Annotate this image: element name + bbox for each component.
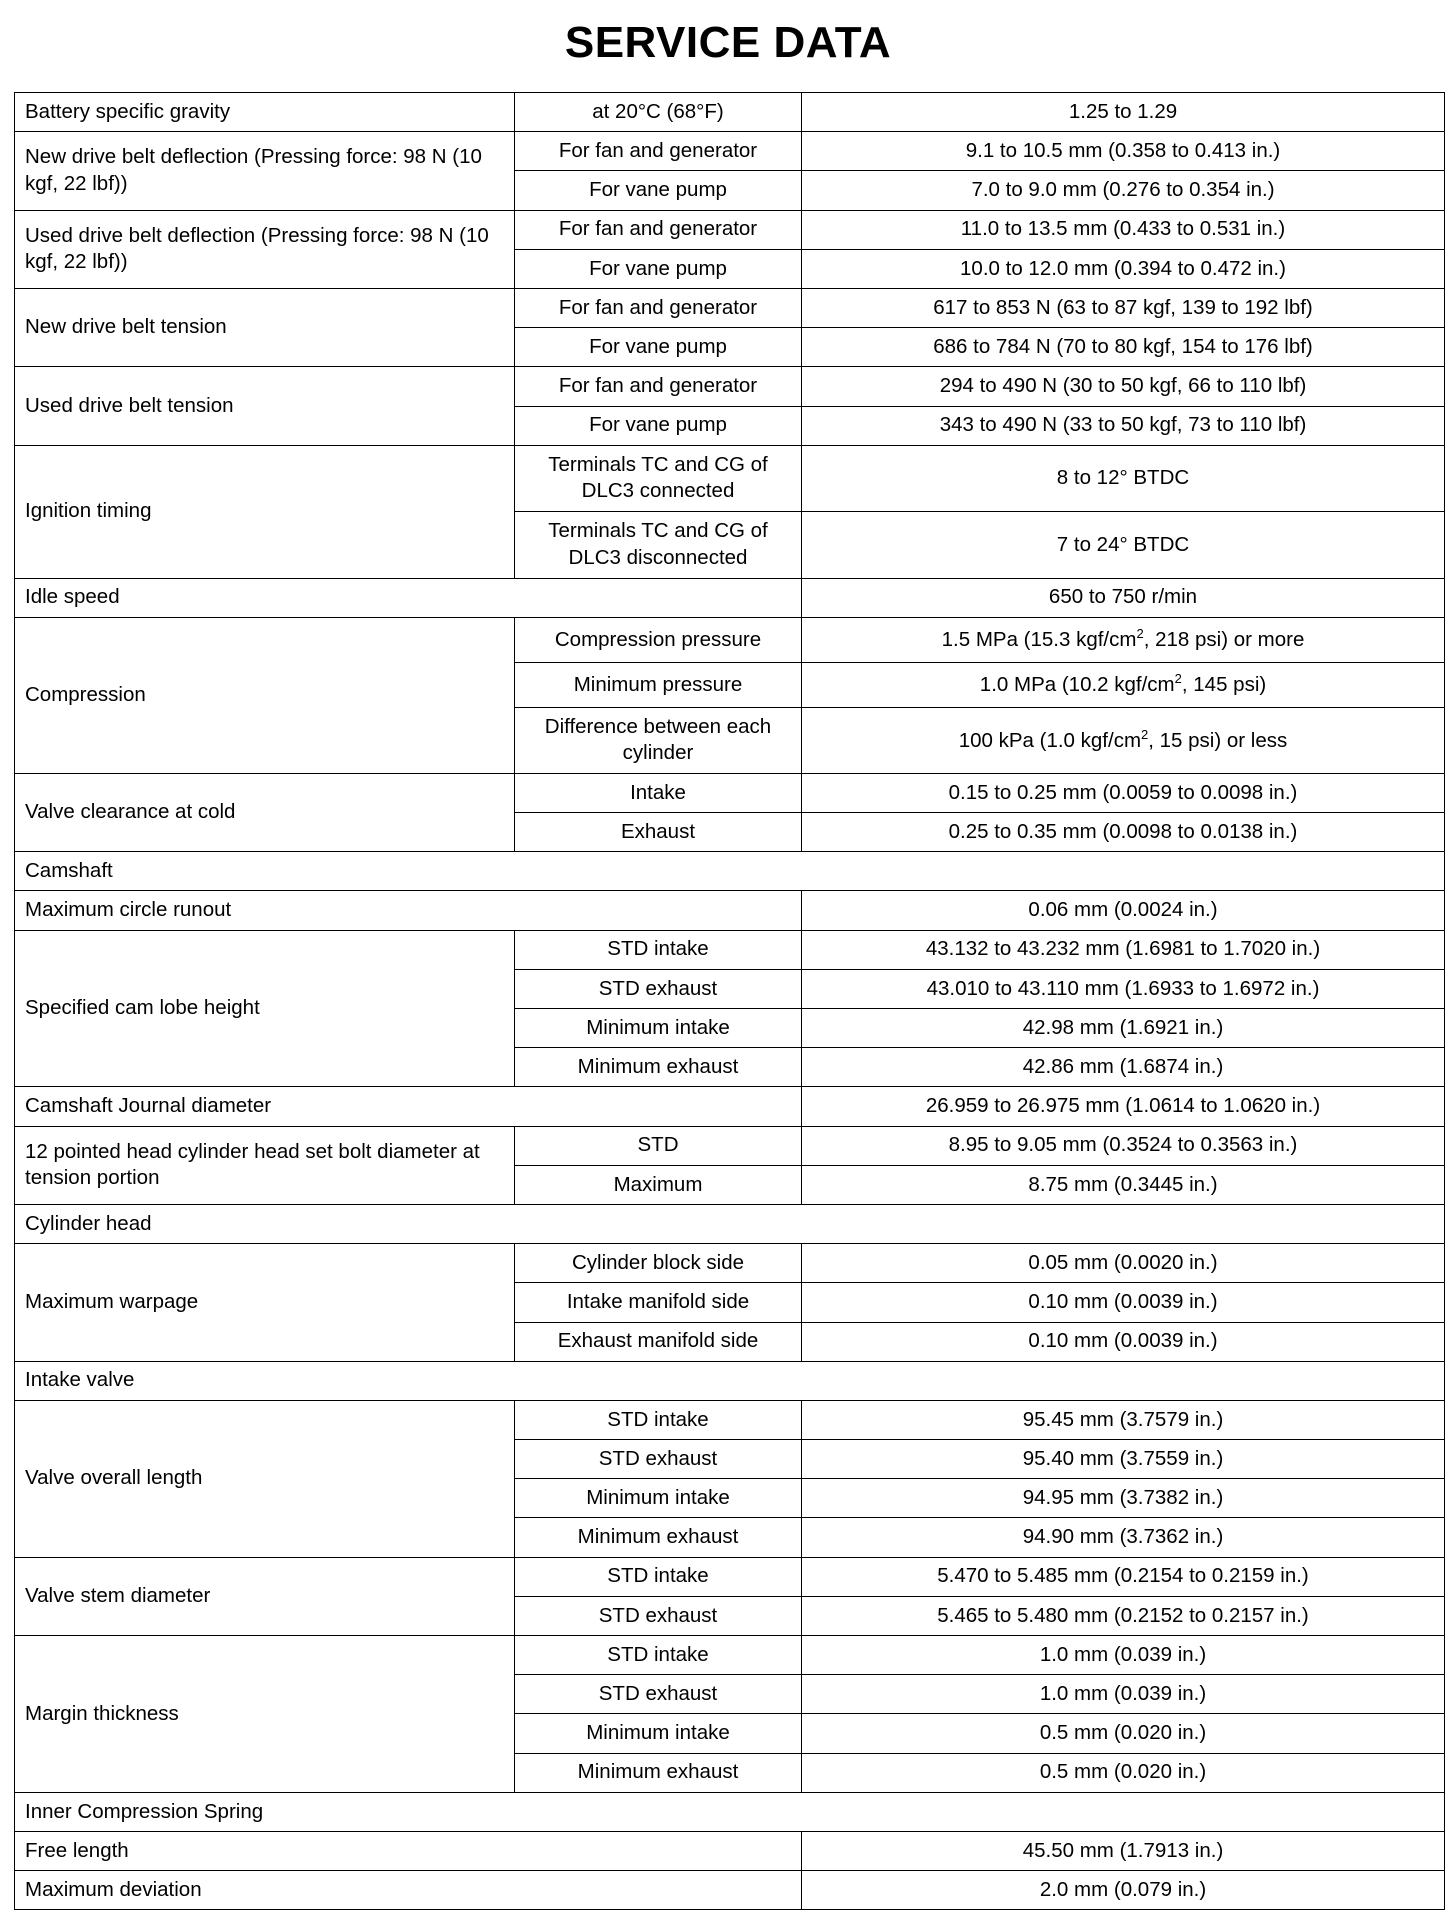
table-row — [15, 578, 1445, 617]
condition-cell: Minimum pressure — [515, 662, 802, 707]
condition-cell: STD exhaust — [515, 1440, 802, 1479]
value-cell: 43.132 to 43.232 mm (1.6981 to 1.7020 in.) — [802, 930, 1445, 969]
value-cell: 8.75 mm (0.3445 in.) — [802, 1165, 1445, 1204]
condition-cell: For vane pump — [515, 171, 802, 210]
table-row — [15, 288, 1445, 327]
table-row — [15, 1244, 1445, 1283]
value-cell: 1.0 MPa (10.2 kgf/$cm^2$, 145 psi) — [802, 662, 1445, 707]
table-row — [15, 617, 1445, 662]
item-label: Battery specific gravity — [15, 93, 515, 132]
item-label: 12 pointed head cylinder head set bolt diameter at tension portion — [15, 1126, 515, 1204]
condition-cell: Minimum intake — [515, 1714, 802, 1753]
item-label: Maximum deviation — [15, 1871, 802, 1910]
value-cell: 8.95 to 9.05 mm (0.3524 to 0.3563 in.) — [802, 1126, 1445, 1165]
value-cell: 294 to 490 N (30 to 50 kgf, 66 to 110 lbf) — [802, 367, 1445, 406]
condition-cell: Exhaust manifold side — [515, 1322, 802, 1361]
value-cell: 617 to 853 N (63 to 87 kgf, 139 to 192 lbf) — [802, 288, 1445, 327]
value-cell: 0.10 mm (0.0039 in.) — [802, 1283, 1445, 1322]
condition-cell: For vane pump — [515, 328, 802, 367]
page-title: SERVICE DATA — [564, 18, 892, 67]
table-row — [15, 445, 1445, 512]
value-cell: 5.465 to 5.480 mm (0.2152 to 0.2157 in.) — [802, 1596, 1445, 1635]
table-row — [15, 1636, 1445, 1675]
condition-cell: Compression pressure — [515, 617, 802, 662]
item-label: Free length — [15, 1831, 802, 1870]
condition-cell: For vane pump — [515, 249, 802, 288]
service-data-table — [14, 92, 1445, 1910]
condition-cell: Minimum intake — [515, 1009, 802, 1048]
condition-cell: STD exhaust — [515, 1596, 802, 1635]
value-cell: 9.1 to 10.5 mm (0.358 to 0.413 in.) — [802, 132, 1445, 171]
condition-cell: For vane pump — [515, 406, 802, 445]
value-cell: 43.010 to 43.110 mm (1.6933 to 1.6972 in.) — [802, 969, 1445, 1008]
section-row — [15, 1792, 1445, 1831]
condition-cell: Minimum exhaust — [515, 1518, 802, 1557]
value-cell: 42.98 mm (1.6921 in.) — [802, 1009, 1445, 1048]
table-row — [15, 1831, 1445, 1870]
condition-cell: Exhaust — [515, 813, 802, 852]
value-cell: 0.10 mm (0.0039 in.) — [802, 1322, 1445, 1361]
item-label: New drive belt tension — [15, 288, 515, 366]
condition-cell: Intake manifold side — [515, 1283, 802, 1322]
condition-cell: Difference between each cylinder — [515, 707, 802, 773]
value-cell: 100 kPa (1.0 kgf/$cm^2$, 15 psi) or less — [802, 707, 1445, 773]
section-row — [15, 852, 1445, 891]
value-cell: 94.95 mm (3.7382 in.) — [802, 1479, 1445, 1518]
section-heading: Cylinder head — [15, 1204, 1445, 1243]
section-row — [15, 1204, 1445, 1243]
condition-cell: Terminals TC and CG of DLC3 disconnected — [515, 512, 802, 579]
condition-cell: STD intake — [515, 1400, 802, 1439]
value-cell: 343 to 490 N (33 to 50 kgf, 73 to 110 lbf) — [802, 406, 1445, 445]
table-row — [15, 773, 1445, 812]
table-row — [15, 367, 1445, 406]
value-cell: 0.5 mm (0.020 in.) — [802, 1753, 1445, 1792]
table-row — [15, 1871, 1445, 1910]
condition-cell: Cylinder block side — [515, 1244, 802, 1283]
item-label: Maximum circle runout — [15, 891, 802, 930]
table-row — [15, 1126, 1445, 1165]
condition-cell: STD intake — [515, 1636, 802, 1675]
item-label: Specified cam lobe height — [15, 930, 515, 1087]
value-cell: 650 to 750 r/min — [802, 578, 1445, 617]
item-label: Ignition timing — [15, 445, 515, 578]
value-cell: 0.5 mm (0.020 in.) — [802, 1714, 1445, 1753]
condition-cell: STD intake — [515, 1557, 802, 1596]
condition-cell: Minimum exhaust — [515, 1753, 802, 1792]
item-label: Compression — [15, 617, 515, 773]
value-cell: 0.05 mm (0.0020 in.) — [802, 1244, 1445, 1283]
table-row — [15, 891, 1445, 930]
table-row — [15, 1087, 1445, 1126]
condition-cell: Minimum intake — [515, 1479, 802, 1518]
condition-cell: STD intake — [515, 930, 802, 969]
section-heading: Camshaft — [15, 852, 1445, 891]
value-cell: 1.5 MPa (15.3 kgf/$cm^2$, 218 psi) or more — [802, 617, 1445, 662]
value-cell: 10.0 to 12.0 mm (0.394 to 0.472 in.) — [802, 249, 1445, 288]
item-label: Idle speed — [15, 578, 802, 617]
value-cell: 95.45 mm (3.7579 in.) — [802, 1400, 1445, 1439]
value-cell: 1.25 to 1.29 — [802, 93, 1445, 132]
value-cell: 7 to 24° BTDC — [802, 512, 1445, 579]
table-row — [15, 1557, 1445, 1596]
condition-cell: For fan and generator — [515, 367, 802, 406]
value-cell: 0.06 mm (0.0024 in.) — [802, 891, 1445, 930]
condition-cell: Intake — [515, 773, 802, 812]
condition-cell: Minimum exhaust — [515, 1048, 802, 1087]
value-cell: 1.0 mm (0.039 in.) — [802, 1636, 1445, 1675]
value-cell: 42.86 mm (1.6874 in.) — [802, 1048, 1445, 1087]
value-cell: 0.25 to 0.35 mm (0.0098 to 0.0138 in.) — [802, 813, 1445, 852]
condition-cell: Maximum — [515, 1165, 802, 1204]
table-row — [15, 1400, 1445, 1439]
value-cell: 95.40 mm (3.7559 in.) — [802, 1440, 1445, 1479]
condition-cell: For fan and generator — [515, 288, 802, 327]
item-label: Margin thickness — [15, 1636, 515, 1793]
condition-cell: STD exhaust — [515, 969, 802, 1008]
item-label: Camshaft Journal diameter — [15, 1087, 802, 1126]
condition-cell: For fan and generator — [515, 210, 802, 249]
section-heading: Inner Compression Spring — [15, 1792, 1445, 1831]
item-label: Valve clearance at cold — [15, 773, 515, 851]
value-cell: 8 to 12° BTDC — [802, 445, 1445, 512]
item-label: Used drive belt deflection (Pressing force: 98 N (10 kgf, 22 lbf)) — [15, 210, 515, 288]
value-cell: 94.90 mm (3.7362 in.) — [802, 1518, 1445, 1557]
value-cell: 0.15 to 0.25 mm (0.0059 to 0.0098 in.) — [802, 773, 1445, 812]
value-cell: 2.0 mm (0.079 in.) — [802, 1871, 1445, 1910]
condition-cell: Terminals TC and CG of DLC3 connected — [515, 445, 802, 512]
item-label: Valve stem diameter — [15, 1557, 515, 1635]
section-row — [15, 1361, 1445, 1400]
table-row — [15, 930, 1445, 969]
table-row — [15, 93, 1445, 132]
condition-cell: at 20°C (68°F) — [515, 93, 802, 132]
condition-cell: STD exhaust — [515, 1675, 802, 1714]
item-label: Used drive belt tension — [15, 367, 515, 445]
value-cell: 5.470 to 5.485 mm (0.2154 to 0.2159 in.) — [802, 1557, 1445, 1596]
value-cell: 686 to 784 N (70 to 80 kgf, 154 to 176 lbf) — [802, 328, 1445, 367]
table-row — [15, 132, 1445, 171]
value-cell: 1.0 mm (0.039 in.) — [802, 1675, 1445, 1714]
table-row — [15, 210, 1445, 249]
section-heading: Intake valve — [15, 1361, 1445, 1400]
condition-cell: For fan and generator — [515, 132, 802, 171]
item-label: Maximum warpage — [15, 1244, 515, 1362]
item-label: New drive belt deflection (Pressing force: 98 N (10 kgf, 22 lbf)) — [15, 132, 515, 210]
value-cell: 11.0 to 13.5 mm (0.433 to 0.531 in.) — [802, 210, 1445, 249]
item-label: Valve overall length — [15, 1400, 515, 1557]
value-cell: 45.50 mm (1.7913 in.) — [802, 1831, 1445, 1870]
value-cell: 26.959 to 26.975 mm (1.0614 to 1.0620 in.) — [802, 1087, 1445, 1126]
value-cell: 7.0 to 9.0 mm (0.276 to 0.354 in.) — [802, 171, 1445, 210]
condition-cell: STD — [515, 1126, 802, 1165]
